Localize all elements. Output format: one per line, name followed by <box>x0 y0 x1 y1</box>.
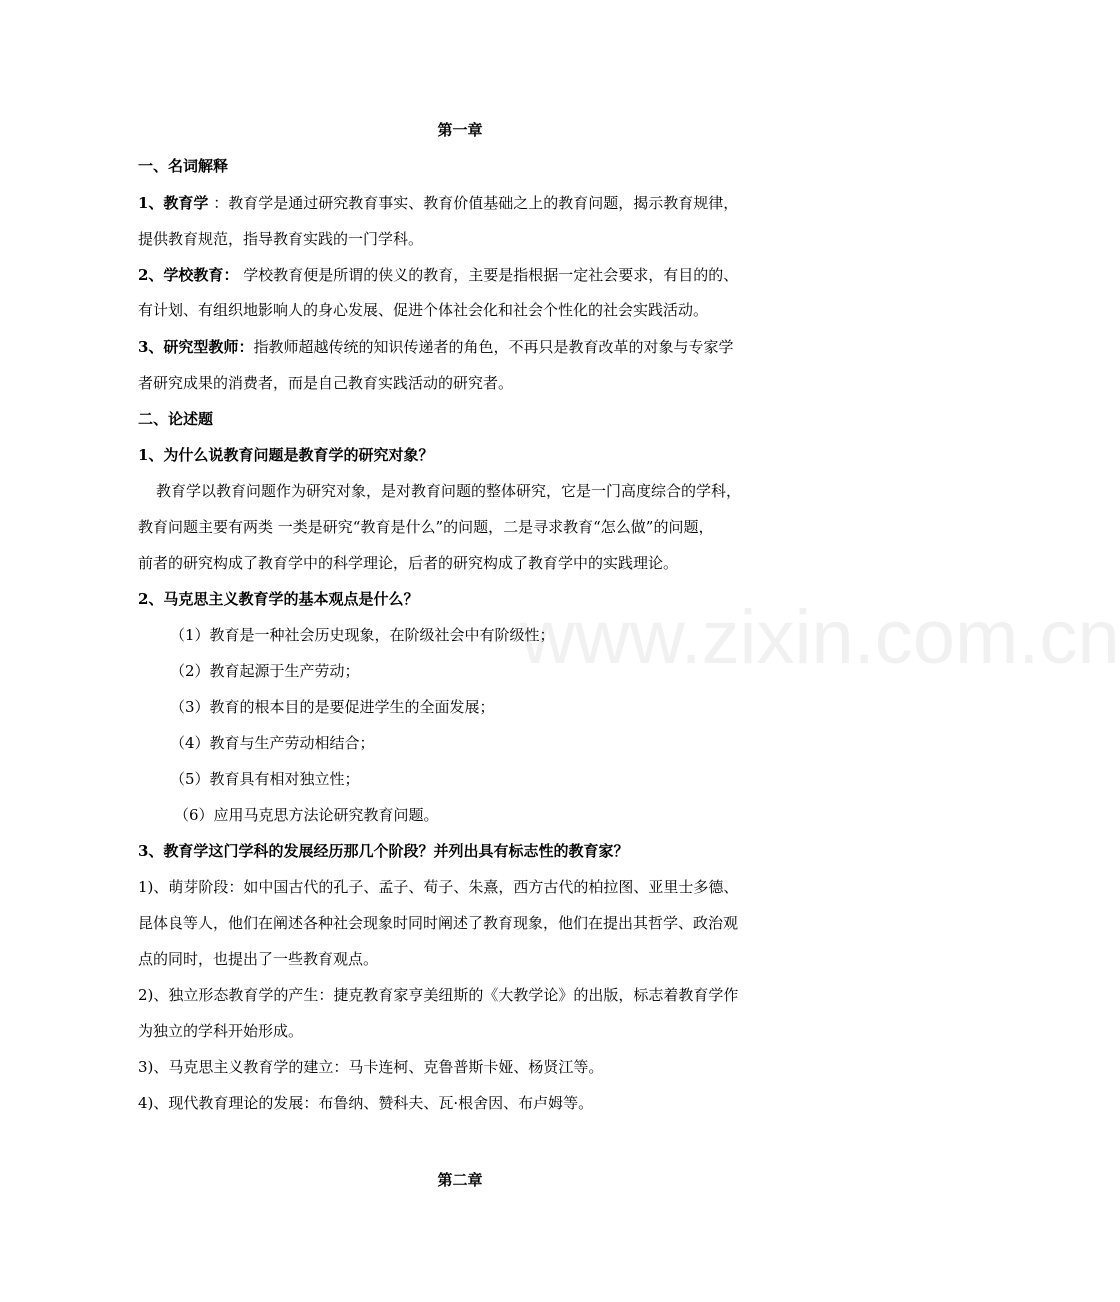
chapter-1-title: 第一章 <box>437 121 483 139</box>
term-3-text-1: 指教师超越传统的知识传递者的角色，不再只是教育改革的对象与专家学 <box>253 338 734 356</box>
section-1-heading: 一、名词解释 <box>138 157 229 175</box>
term-2-text-1: 学校教育便是所谓的侠义的教育，主要是指根据一定社会要求，有目的的、 <box>238 266 739 284</box>
term-3-definition-line-2: 者研究成果的消费者，而是自己教育实践活动的研究者。 <box>138 374 514 392</box>
answer-1-line-3: 前者的研究构成了教育学中的科学理论，后者的研究构成了教育学中的实践理论。 <box>138 554 679 572</box>
question-1: 1、为什么说教育问题是教育学的研究对象？ <box>138 446 434 464</box>
term-2-definition-line-2: 有计划、有组织地影响人的身心发展、促进个体社会化和社会个性化的社会实践活动。 <box>138 301 709 319</box>
section-2-heading: 二、论述题 <box>138 410 214 428</box>
answer-2-item-5: （5）教育具有相对独立性； <box>170 770 360 788</box>
term-2-label: 2、学校教育： <box>138 266 239 284</box>
question-3: 3、教育学这门学科的发展经历那几个阶段？并列出具有标志性的教育家？ <box>138 842 629 860</box>
answer-3-p1-line-2: 昆体良等人，他们在阐述各种社会现象时同时阐述了教育现象，他们在提出其哲学、政治观 <box>138 914 739 932</box>
term-1-definition-line-1 <box>138 193 738 213</box>
term-3-definition-line-1 <box>138 337 733 357</box>
term-1-separator: ： <box>208 194 229 212</box>
term-1-label: 1、教育学 <box>138 194 209 212</box>
answer-3-p2-line-2: 为独立的学科开始形成。 <box>138 1022 304 1040</box>
question-2: 2、马克思主义教育学的基本观点是什么？ <box>138 590 419 608</box>
answer-2-item-4: （4）教育与生产劳动相结合； <box>170 734 375 752</box>
chapter-2-title: 第二章 <box>437 1171 483 1189</box>
answer-3-p4: 4)、现代教育理论的发展：布鲁纳、赞科夫、瓦·根舍因、布卢姆等。 <box>138 1094 594 1112</box>
term-2-definition-line-1 <box>138 265 738 285</box>
answer-3-p2-line-1: 2)、独立形态教育学的产生：捷克教育家亨美纽斯的《大教学论》的出版，标志着教育学作 <box>138 986 739 1004</box>
answer-2-item-6: （6）应用马克思方法论研究教育问题。 <box>174 806 439 824</box>
answer-3-p1-line-1: 1)、萌芽阶段：如中国古代的孔子、孟子、荀子、朱熹，西方古代的柏拉图、亚里士多德、 <box>138 878 739 896</box>
term-1-definition-line-2: 提供教育规范，指导教育实践的一门学科。 <box>138 230 424 248</box>
answer-1-line-1: 教育学以教育问题作为研究对象，是对教育问题的整体研究，它是一门高度综合的学科， <box>156 482 742 500</box>
term-3-label: 3、研究型教师： <box>138 338 254 356</box>
term-1-text-1: 教育学是通过研究教育事实、教育价值基础之上的教育问题，揭示教育规律， <box>228 194 739 212</box>
watermark: www.zixin.com.cn <box>520 595 1120 680</box>
answer-1-line-2: 教育问题主要有两类 一类是研究“教育是什么”的问题，二是寻求教育“怎么做”的问题， <box>138 518 714 536</box>
answer-3-p1-line-3: 点的同时，也提出了一些教育观点。 <box>138 950 379 968</box>
answer-2-item-2: （2）教育起源于生产劳动； <box>170 662 360 680</box>
answer-2-item-3: （3）教育的根本目的是要促进学生的全面发展； <box>170 698 495 716</box>
answer-2-item-1: （1）教育是一种社会历史现象，在阶级社会中有阶级性； <box>170 626 555 644</box>
answer-3-p3: 3)、马克思主义教育学的建立：马卡连柯、克鲁普斯卡娅、杨贤江等。 <box>138 1058 604 1076</box>
